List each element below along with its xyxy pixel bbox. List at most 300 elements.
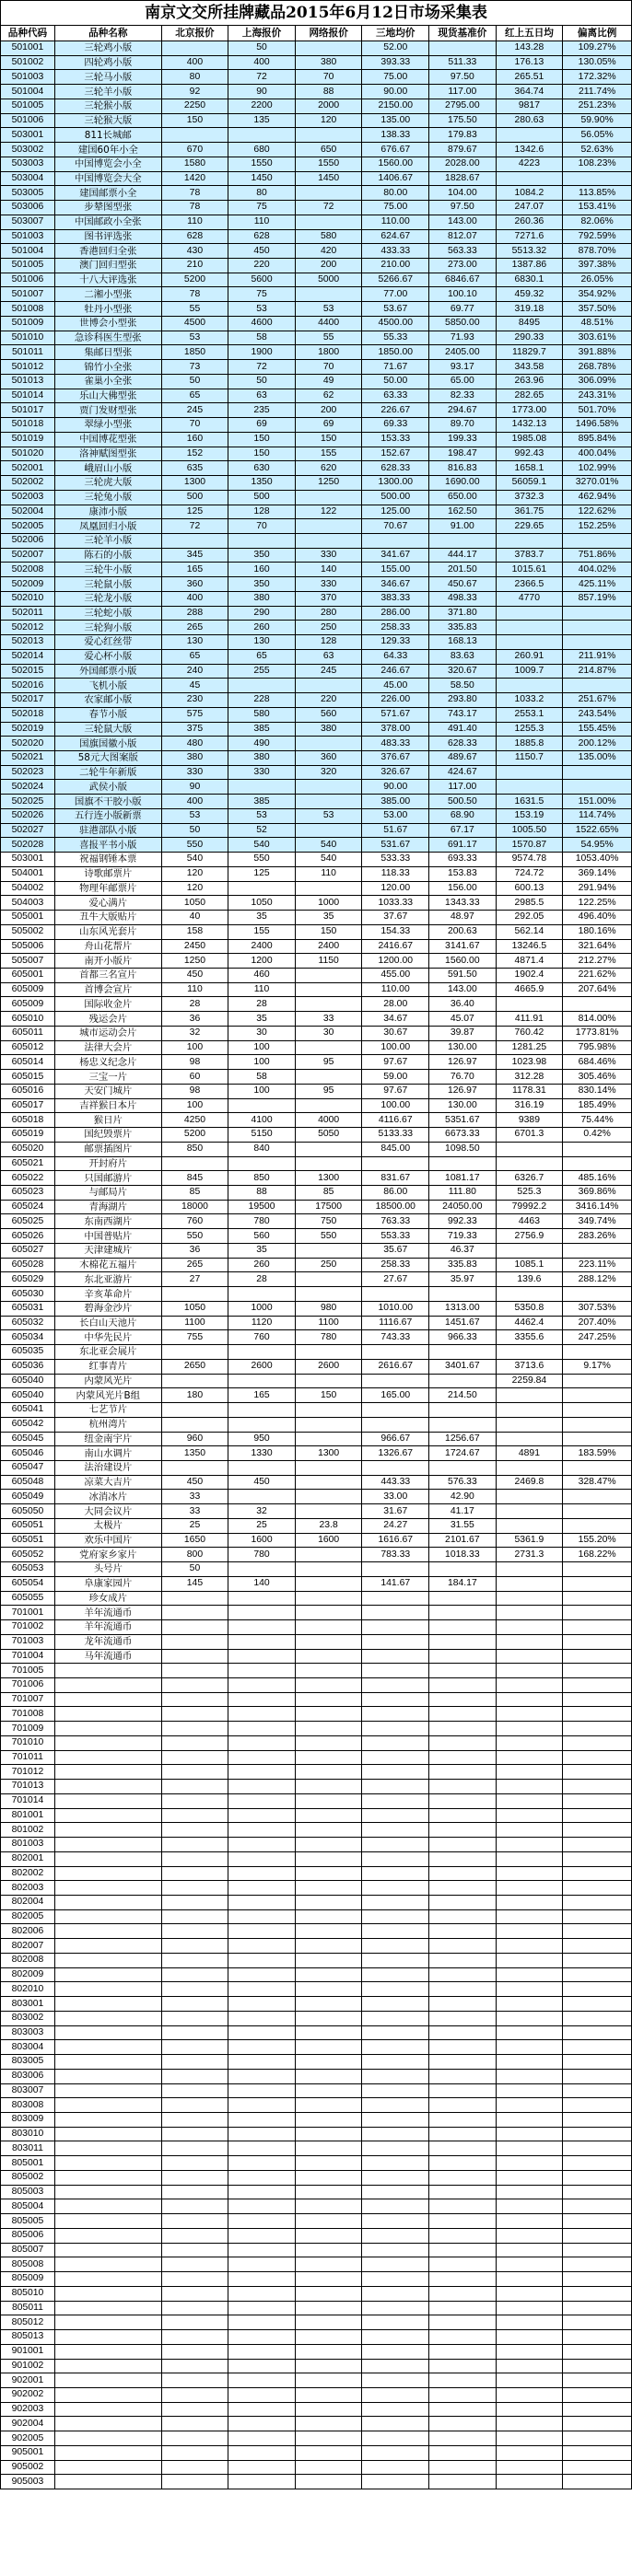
table-row (1, 635, 632, 650)
cell-average-price: 385.00 (362, 795, 429, 809)
cell-code: 501005 (1, 259, 55, 273)
cell-base-price: 130.00 (429, 1098, 497, 1113)
cell-base-price (429, 1620, 497, 1635)
cell-code: 805009 (1, 2272, 55, 2287)
table-row (1, 1490, 632, 1504)
cell-base-price: 693.33 (429, 853, 497, 867)
cell-name: 山东风光套片 (54, 924, 161, 939)
cell-beijing-price (161, 1967, 228, 1982)
cell-beijing-price: 85 (161, 1186, 228, 1201)
cell-code: 905002 (1, 2460, 55, 2475)
cell-code: 501003 (1, 229, 55, 244)
cell-beijing-price (161, 2475, 228, 2489)
cell-deviation: 305.46% (563, 1070, 632, 1085)
cell-base-price: 816.83 (429, 461, 497, 476)
cell-base-price: 450.67 (429, 577, 497, 592)
cell-code: 905001 (1, 2445, 55, 2460)
cell-deviation (563, 1620, 632, 1635)
cell-name: 牡丹小型张 (54, 302, 161, 317)
table-row (1, 1692, 632, 1707)
cell-average-price: 743.33 (362, 1330, 429, 1345)
cell-beijing-price (161, 1909, 228, 1924)
cell-name (54, 2431, 161, 2446)
cell-five-day-average: 11829.7 (496, 345, 563, 360)
cell-code: 605034 (1, 1330, 55, 1345)
cell-five-day-average: 364.74 (496, 85, 563, 99)
cell-beijing-price (161, 1634, 228, 1649)
cell-base-price: 100.10 (429, 287, 497, 302)
cell-code: 605018 (1, 1113, 55, 1128)
cell-base-price (429, 2083, 497, 2098)
table-row (1, 403, 632, 418)
cell-average-price (362, 1780, 429, 1794)
cell-code: 805002 (1, 2170, 55, 2185)
cell-shanghai-price: 1550 (228, 157, 296, 171)
cell-shanghai-price: 630 (228, 461, 296, 476)
cell-average-price: 2416.67 (362, 939, 429, 954)
table-row (1, 1664, 632, 1678)
cell-online-price (295, 881, 362, 896)
cell-five-day-average: 1570.87 (496, 838, 563, 853)
cell-five-day-average (496, 1896, 563, 1910)
cell-code: 503002 (1, 143, 55, 157)
cell-average-price (362, 2286, 429, 2301)
cell-beijing-price: 70 (161, 418, 228, 433)
cell-online-price (295, 1722, 362, 1736)
cell-code: 805007 (1, 2243, 55, 2257)
cell-deviation (563, 1591, 632, 1606)
table-row (1, 1258, 632, 1272)
cell-base-price (429, 1707, 497, 1722)
cell-online-price (295, 780, 362, 795)
cell-average-price (362, 1765, 429, 1780)
cell-five-day-average: 292.05 (496, 911, 563, 925)
table-row (1, 2445, 632, 2460)
cell-five-day-average (496, 2359, 563, 2373)
cell-shanghai-price (228, 679, 296, 693)
cell-shanghai-price (228, 1838, 296, 1852)
cell-five-day-average: 312.28 (496, 1070, 563, 1085)
table-row (1, 1649, 632, 1664)
cell-five-day-average (496, 1722, 563, 1736)
cell-online-price (295, 2417, 362, 2431)
table-row (1, 2127, 632, 2141)
cell-shanghai-price (228, 1664, 296, 1678)
table-row (1, 1808, 632, 1823)
cell-deviation (563, 2460, 632, 2475)
cell-shanghai-price (228, 1967, 296, 1982)
cell-base-price (429, 1649, 497, 1664)
table-row (1, 302, 632, 317)
cell-deviation (563, 2475, 632, 2489)
cell-name: 乐山大佛型张 (54, 389, 161, 403)
cell-average-price: 154.33 (362, 924, 429, 939)
cell-five-day-average: 280.63 (496, 113, 563, 128)
cell-shanghai-price (228, 1982, 296, 1997)
cell-average-price (362, 2460, 429, 2475)
cell-name: 与邮局片 (54, 1186, 161, 1201)
cell-name: 中国普贴片 (54, 1229, 161, 1244)
cell-five-day-average: 992.43 (496, 447, 563, 461)
cell-deviation: 155.45% (563, 722, 632, 737)
cell-code: 805003 (1, 2185, 55, 2199)
cell-average-price (362, 2373, 429, 2388)
cell-average-price: 135.00 (362, 113, 429, 128)
cell-deviation: 56.05% (563, 128, 632, 143)
cell-deviation (563, 2098, 632, 2113)
cell-code: 605009 (1, 997, 55, 1012)
table-row (1, 447, 632, 461)
cell-online-price: 330 (295, 548, 362, 563)
cell-shanghai-price (228, 2170, 296, 2185)
cell-online-price: 17500 (295, 1200, 362, 1214)
cell-code: 801001 (1, 1808, 55, 1823)
cell-base-price (429, 2460, 497, 2475)
cell-base-price: 628.33 (429, 737, 497, 751)
cell-five-day-average (496, 1967, 563, 1982)
cell-average-price: 165.00 (362, 1388, 429, 1403)
cell-base-price (429, 2170, 497, 2185)
cell-code: 701001 (1, 1606, 55, 1620)
cell-average-price: 71.67 (362, 360, 429, 375)
cell-online-price (295, 1460, 362, 1475)
cell-beijing-price (161, 1374, 228, 1388)
cell-beijing-price: 360 (161, 577, 228, 592)
cell-shanghai-price: 1330 (228, 1446, 296, 1461)
cell-beijing-price: 400 (161, 591, 228, 606)
cell-five-day-average (496, 2417, 563, 2431)
cell-average-price: 53.00 (362, 808, 429, 823)
cell-name: 羊年流通币 (54, 1606, 161, 1620)
cell-five-day-average: 7271.6 (496, 229, 563, 244)
cell-code: 605019 (1, 1128, 55, 1143)
cell-average-price (362, 1997, 429, 2012)
cell-deviation: 1522.65% (563, 823, 632, 838)
cell-shanghai-price (228, 1345, 296, 1360)
table-row (1, 1866, 632, 1881)
cell-deviation: 153.41% (563, 201, 632, 215)
cell-average-price (362, 1939, 429, 1954)
cell-deviation (563, 1808, 632, 1823)
cell-online-price: 380 (295, 722, 362, 737)
cell-online-price (295, 982, 362, 997)
cell-beijing-price: 53 (161, 331, 228, 345)
cell-code: 701014 (1, 1793, 55, 1808)
cell-code: 902004 (1, 2417, 55, 2431)
cell-beijing-price (161, 2359, 228, 2373)
cell-name (54, 1823, 161, 1838)
table-row (1, 2475, 632, 2489)
cell-deviation: 425.11% (563, 577, 632, 592)
cell-shanghai-price: 260 (228, 1258, 296, 1272)
table-row (1, 2286, 632, 2301)
table-header-row (1, 26, 632, 41)
cell-base-price (429, 2387, 497, 2402)
cell-beijing-price: 550 (161, 1229, 228, 1244)
cell-five-day-average (496, 1851, 563, 1866)
cell-five-day-average (496, 1388, 563, 1403)
cell-deviation (563, 2344, 632, 2359)
cell-shanghai-price: 52 (228, 823, 296, 838)
cell-average-price: 70.67 (362, 519, 429, 534)
cell-shanghai-price: 35 (228, 1012, 296, 1027)
cell-shanghai-price (228, 2445, 296, 2460)
cell-base-price: 1690.00 (429, 476, 497, 491)
cell-online-price (295, 2243, 362, 2257)
cell-deviation: 200.12% (563, 737, 632, 751)
cell-average-price (362, 1750, 429, 1765)
cell-average-price: 553.33 (362, 1229, 429, 1244)
cell-beijing-price (161, 1735, 228, 1750)
cell-code: 902005 (1, 2431, 55, 2446)
cell-beijing-price: 1580 (161, 157, 228, 171)
cell-five-day-average: 260.91 (496, 649, 563, 664)
table-row (1, 2170, 632, 2185)
cell-shanghai-price: 88 (228, 1186, 296, 1201)
cell-online-price (295, 1808, 362, 1823)
cell-average-price: 1560.00 (362, 157, 429, 171)
cell-five-day-average: 1005.50 (496, 823, 563, 838)
cell-five-day-average: 290.33 (496, 331, 563, 345)
cell-five-day-average (496, 1504, 563, 1519)
cell-base-price (429, 1692, 497, 1707)
table-row (1, 765, 632, 780)
cell-five-day-average (496, 1823, 563, 1838)
cell-beijing-price: 5200 (161, 1128, 228, 1143)
cell-average-price (362, 1982, 429, 1997)
cell-name (54, 2098, 161, 2113)
cell-deviation (563, 1939, 632, 1954)
cell-average-price: 50.00 (362, 374, 429, 389)
cell-beijing-price: 1050 (161, 896, 228, 911)
cell-name: 外国邮票小版 (54, 664, 161, 679)
cell-five-day-average: 1631.5 (496, 795, 563, 809)
cell-name: 东北亚会展片 (54, 1345, 161, 1360)
cell-deviation: 155.20% (563, 1533, 632, 1548)
table-row (1, 1186, 632, 1201)
cell-online-price (295, 2272, 362, 2287)
table-row (1, 1287, 632, 1302)
cell-five-day-average (496, 2170, 563, 2185)
cell-base-price (429, 2417, 497, 2431)
cell-base-price (429, 2344, 497, 2359)
cell-beijing-price: 450 (161, 969, 228, 983)
cell-deviation: 52.63% (563, 143, 632, 157)
cell-deviation (563, 2445, 632, 2460)
cell-deviation (563, 1997, 632, 2012)
cell-base-price (429, 2315, 497, 2330)
cell-deviation: 357.50% (563, 302, 632, 317)
cell-name (54, 2272, 161, 2287)
cell-five-day-average (496, 1780, 563, 1794)
cell-deviation: 207.40% (563, 1316, 632, 1330)
cell-average-price: 571.67 (362, 707, 429, 722)
cell-code: 605049 (1, 1490, 55, 1504)
cell-code: 605017 (1, 1098, 55, 1113)
cell-online-price (295, 490, 362, 505)
table-row (1, 911, 632, 925)
cell-name: 香港回归全张 (54, 244, 161, 259)
cell-five-day-average (496, 1750, 563, 1765)
cell-five-day-average (496, 2387, 563, 2402)
cell-shanghai-price: 128 (228, 505, 296, 519)
cell-base-price (429, 2069, 497, 2083)
table-row (1, 2243, 632, 2257)
cell-average-price (362, 2330, 429, 2345)
cell-code: 701007 (1, 1692, 55, 1707)
cell-beijing-price: 755 (161, 1330, 228, 1345)
cell-name: 雀巢小全张 (54, 374, 161, 389)
cell-shanghai-price (228, 1677, 296, 1692)
cell-five-day-average: 176.13 (496, 55, 563, 70)
table-row (1, 823, 632, 838)
cell-online-price (295, 2199, 362, 2214)
cell-name: 国旗不干胶小版 (54, 795, 161, 809)
cell-deviation (563, 1707, 632, 1722)
cell-code: 605020 (1, 1142, 55, 1156)
cell-code: 501017 (1, 403, 55, 418)
cell-base-price (429, 1967, 497, 1982)
table-row (1, 997, 632, 1012)
cell-shanghai-price: 350 (228, 548, 296, 563)
cell-five-day-average: 2469.8 (496, 1475, 563, 1490)
cell-code: 805013 (1, 2330, 55, 2345)
cell-base-price: 117.00 (429, 85, 497, 99)
cell-beijing-price (161, 1851, 228, 1866)
cell-online-price: 88 (295, 85, 362, 99)
cell-name: 国际收金片 (54, 997, 161, 1012)
cell-average-price (362, 2417, 429, 2431)
cell-shanghai-price: 950 (228, 1432, 296, 1446)
cell-name: 三轮马小版 (54, 70, 161, 85)
cell-five-day-average: 4871.4 (496, 954, 563, 969)
cell-name: 头号片 (54, 1562, 161, 1577)
cell-online-price (295, 1896, 362, 1910)
cell-online-price (295, 2431, 362, 2446)
cell-base-price: 168.13 (429, 635, 497, 650)
cell-five-day-average: 760.42 (496, 1026, 563, 1040)
cell-online-price: 85 (295, 1186, 362, 1201)
cell-five-day-average: 8495 (496, 316, 563, 331)
cell-beijing-price (161, 1460, 228, 1475)
cell-online-price (295, 795, 362, 809)
cell-deviation: 251.23% (563, 99, 632, 113)
cell-base-price: 153.83 (429, 866, 497, 881)
cell-deviation: 349.74% (563, 1214, 632, 1229)
cell-beijing-price: 2450 (161, 939, 228, 954)
cell-beijing-price: 50 (161, 823, 228, 838)
cell-code: 605055 (1, 1591, 55, 1606)
cell-average-price (362, 2228, 429, 2243)
cell-code: 605040 (1, 1388, 55, 1403)
cell-code: 605048 (1, 1475, 55, 1490)
cell-name: 喜报平书小版 (54, 838, 161, 853)
cell-name: 内蒙风光片 (54, 1374, 161, 1388)
cell-shanghai-price: 1000 (228, 1301, 296, 1316)
cell-base-price (429, 2055, 497, 2070)
cell-beijing-price (161, 2228, 228, 2243)
table-row (1, 1548, 632, 1562)
cell-deviation: 251.67% (563, 693, 632, 708)
cell-name: 中国博览会小全 (54, 157, 161, 171)
cell-online-price (295, 1475, 362, 1490)
cell-base-price: 335.83 (429, 1258, 497, 1272)
cell-average-price: 110.00 (362, 982, 429, 997)
cell-name: 大同会议片 (54, 1504, 161, 1519)
cell-name (54, 1793, 161, 1808)
cell-shanghai-price: 53 (228, 302, 296, 317)
cell-code: 803001 (1, 1997, 55, 2012)
cell-online-price (295, 969, 362, 983)
header-online-price: 网络报价 (295, 26, 362, 41)
cell-name (54, 2475, 161, 2489)
cell-deviation: 283.26% (563, 1229, 632, 1244)
cell-code: 802010 (1, 1982, 55, 1997)
cell-deviation (563, 1606, 632, 1620)
cell-beijing-price: 500 (161, 490, 228, 505)
cell-shanghai-price: 380 (228, 750, 296, 765)
cell-code: 802003 (1, 1881, 55, 1896)
cell-online-price (295, 1634, 362, 1649)
cell-base-price: 39.87 (429, 1026, 497, 1040)
table-row (1, 1446, 632, 1461)
cell-name (54, 2185, 161, 2199)
cell-shanghai-price: 260 (228, 621, 296, 635)
cell-average-price (362, 2243, 429, 2257)
cell-code: 504002 (1, 881, 55, 896)
cell-shanghai-price (228, 1793, 296, 1808)
cell-deviation (563, 1677, 632, 1692)
cell-base-price: 1098.50 (429, 1142, 497, 1156)
cell-shanghai-price: 110 (228, 982, 296, 997)
table-row (1, 1403, 632, 1418)
cell-base-price: 104.00 (429, 186, 497, 201)
cell-average-price: 90.00 (362, 780, 429, 795)
cell-average-price: 24.27 (362, 1518, 429, 1533)
cell-deviation: 168.22% (563, 1548, 632, 1562)
cell-name (54, 2011, 161, 2025)
cell-deviation (563, 1634, 632, 1649)
cell-five-day-average: 1178.31 (496, 1084, 563, 1098)
cell-online-price: 1450 (295, 171, 362, 186)
cell-code: 503004 (1, 171, 55, 186)
cell-name: 洛神赋图型张 (54, 447, 161, 461)
cell-shanghai-price: 255 (228, 664, 296, 679)
cell-code: 901001 (1, 2344, 55, 2359)
cell-average-price: 624.67 (362, 229, 429, 244)
cell-average-price (362, 1692, 429, 1707)
cell-shanghai-price: 450 (228, 244, 296, 259)
cell-base-price (429, 2185, 497, 2199)
cell-beijing-price (161, 1649, 228, 1664)
cell-online-price: 1300 (295, 1171, 362, 1186)
cell-code: 501011 (1, 345, 55, 360)
cell-base-price: 46.37 (429, 1243, 497, 1258)
cell-base-price: 41.17 (429, 1504, 497, 1519)
cell-five-day-average (496, 2113, 563, 2128)
cell-five-day-average: 4770 (496, 591, 563, 606)
cell-name: 爱心满片 (54, 896, 161, 911)
cell-online-price (295, 2113, 362, 2128)
cell-deviation (563, 1490, 632, 1504)
cell-name (54, 2040, 161, 2055)
table-row (1, 1823, 632, 1838)
cell-average-price: 341.67 (362, 548, 429, 563)
cell-average-price (362, 2011, 429, 2025)
cell-shanghai-price: 1900 (228, 345, 296, 360)
cell-code: 802002 (1, 1866, 55, 1881)
cell-average-price (362, 2098, 429, 2113)
